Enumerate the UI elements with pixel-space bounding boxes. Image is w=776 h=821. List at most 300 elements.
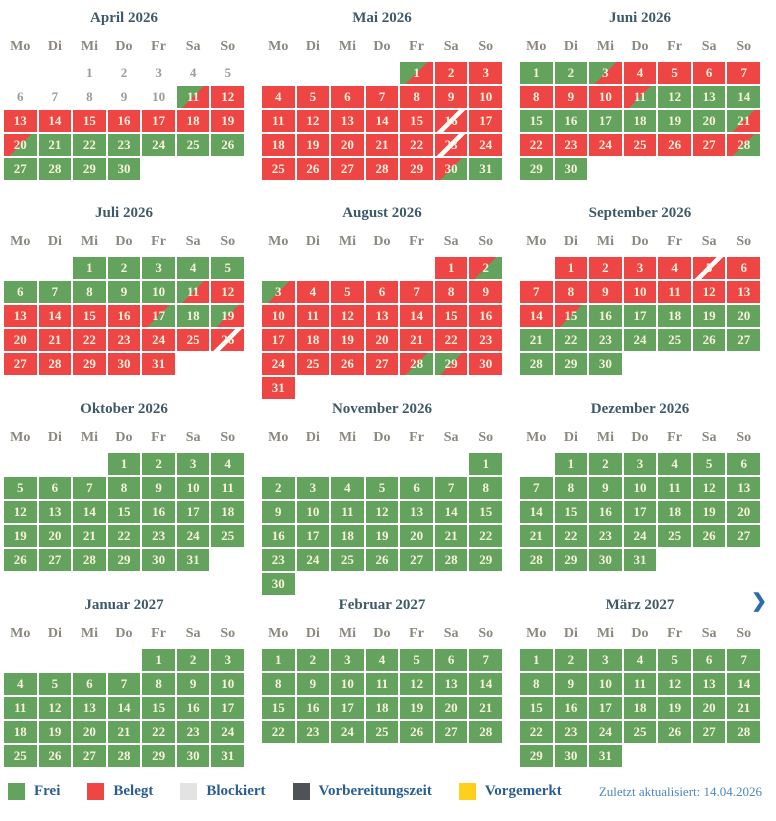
day-cell-juli-2026-17: 17 <box>142 305 175 327</box>
day-cell-dezember-2026-13: 13 <box>727 477 760 499</box>
day-cell-februar-2027-23: 23 <box>297 721 330 743</box>
weekday-header-row <box>262 626 502 642</box>
day-cell-januar-2027-12: 12 <box>39 697 72 719</box>
day-cell-august-2026-30: 30 <box>469 353 502 375</box>
day-cell-november-2026-21: 21 <box>435 525 468 547</box>
day-cell-maerz-2027-31: 31 <box>589 745 622 767</box>
day-cell-april-2026-27: 27 <box>4 158 37 180</box>
month-april-2026 <box>4 8 244 180</box>
day-cell-maerz-2027-23: 23 <box>555 721 588 743</box>
day-cell-dezember-2026-9: 9 <box>589 477 622 499</box>
weekday-label: Fr <box>667 234 682 249</box>
day-cell-juli-2026-10: 10 <box>142 281 175 303</box>
day-cell-oktober-2026-11: 11 <box>211 477 244 499</box>
day-cell-juli-2026-2: 2 <box>108 257 141 279</box>
days-grid <box>4 257 244 375</box>
day-cell-juni-2026-6: 6 <box>693 62 726 84</box>
day-cell-november-2026-10: 10 <box>297 501 330 523</box>
day-cell-mai-2026-10: 10 <box>469 86 502 108</box>
weekday-label: Do <box>631 39 649 54</box>
day-cell-juni-2026-10: 10 <box>589 86 622 108</box>
weekday-header-row <box>4 39 244 55</box>
day-cell-januar-2027-5: 5 <box>39 673 72 695</box>
day-cell-november-2026-14: 14 <box>435 501 468 523</box>
day-cell-maerz-2027-1: 1 <box>520 649 553 671</box>
day-cell-april-2026-15: 15 <box>73 110 106 132</box>
day-cell-juni-2026-8: 8 <box>520 86 553 108</box>
day-cell-maerz-2027-9: 9 <box>555 673 588 695</box>
day-cell-august-2026-22: 22 <box>435 329 468 351</box>
legend <box>8 783 562 800</box>
days-grid <box>4 453 244 571</box>
day-cell-maerz-2027-26: 26 <box>658 721 691 743</box>
weekday-label: Di <box>305 234 320 249</box>
day-cell-september-2026-20: 20 <box>727 305 760 327</box>
day-cell-april-2026-4: 4 <box>189 65 197 80</box>
days-grid <box>262 257 502 399</box>
day-cell-juni-2026-29: 29 <box>520 158 553 180</box>
day-cell-august-2026-1: 1 <box>435 257 468 279</box>
day-cell-november-2026-25: 25 <box>331 549 364 571</box>
day-cell-maerz-2027-17: 17 <box>589 697 622 719</box>
legend-label: Belegt <box>113 783 154 799</box>
weekday-label: Mo <box>268 39 289 54</box>
day-cell-februar-2027-11: 11 <box>366 673 399 695</box>
day-cell-mai-2026-31: 31 <box>469 158 502 180</box>
day-cell-juli-2026-8: 8 <box>73 281 106 303</box>
day-cell-mai-2026-4: 4 <box>262 86 295 108</box>
day-cell-juni-2026-23: 23 <box>555 134 588 156</box>
day-cell-mai-2026-28: 28 <box>366 158 399 180</box>
day-cell-februar-2027-22: 22 <box>262 721 295 743</box>
day-cell-maerz-2027-8: 8 <box>520 673 553 695</box>
day-cell-november-2026-19: 19 <box>366 525 399 547</box>
day-cell-dezember-2026-12: 12 <box>693 477 726 499</box>
day-cell-januar-2027-10: 10 <box>211 673 244 695</box>
day-cell-november-2026-9: 9 <box>262 501 295 523</box>
day-cell-november-2026-12: 12 <box>366 501 399 523</box>
day-cell-maerz-2027-21: 21 <box>727 697 760 719</box>
day-cell-november-2026-3: 3 <box>297 477 330 499</box>
day-cell-juli-2026-20: 20 <box>4 329 37 351</box>
day-cell-august-2026-31: 31 <box>262 377 295 399</box>
day-cell-juni-2026-11: 11 <box>624 86 657 108</box>
day-cell-november-2026-16: 16 <box>262 525 295 547</box>
weekday-label: Sa <box>443 234 459 249</box>
day-cell-juni-2026-27: 27 <box>693 134 726 156</box>
day-cell-april-2026-22: 22 <box>73 134 106 156</box>
day-cell-maerz-2027-24: 24 <box>589 721 622 743</box>
day-cell-november-2026-26: 26 <box>366 549 399 571</box>
day-cell-februar-2027-2: 2 <box>297 649 330 671</box>
day-cell-februar-2027-25: 25 <box>366 721 399 743</box>
day-cell-juli-2026-24: 24 <box>142 329 175 351</box>
day-cell-februar-2027-21: 21 <box>469 697 502 719</box>
day-cell-mai-2026-13: 13 <box>331 110 364 132</box>
weekday-label: Sa <box>185 430 201 445</box>
day-cell-juni-2026-14: 14 <box>727 86 760 108</box>
day-cell-dezember-2026-31: 31 <box>624 549 657 571</box>
day-cell-april-2026-6: 6 <box>17 89 24 104</box>
weekday-header-row <box>520 234 760 250</box>
weekday-label: So <box>220 430 236 445</box>
day-cell-november-2026-6: 6 <box>400 477 433 499</box>
day-cell-januar-2027-13: 13 <box>73 697 106 719</box>
weekday-label: Do <box>373 430 391 445</box>
day-cell-april-2026-14: 14 <box>39 110 72 132</box>
day-cell-mai-2026-29: 29 <box>400 158 433 180</box>
weekday-label: Sa <box>185 626 201 641</box>
day-cell-mai-2026-7: 7 <box>366 86 399 108</box>
day-cell-mai-2026-3: 3 <box>469 62 502 84</box>
day-cell-januar-2027-29: 29 <box>142 745 175 767</box>
day-cell-juli-2026-16: 16 <box>108 305 141 327</box>
day-cell-mai-2026-9: 9 <box>435 86 468 108</box>
weekday-label: Sa <box>701 234 717 249</box>
day-cell-juli-2026-11: 11 <box>177 281 210 303</box>
weekday-label: Mo <box>526 430 547 445</box>
day-cell-juli-2026-25: 25 <box>177 329 210 351</box>
day-cell-maerz-2027-25: 25 <box>624 721 657 743</box>
day-cell-september-2026-14: 14 <box>520 305 553 327</box>
day-cell-mai-2026-5: 5 <box>297 86 330 108</box>
weekday-label: Fr <box>409 626 424 641</box>
day-cell-januar-2027-27: 27 <box>73 745 106 767</box>
day-cell-april-2026-12: 12 <box>211 86 244 108</box>
day-cell-april-2026-3: 3 <box>155 65 162 80</box>
day-cell-oktober-2026-8: 8 <box>108 477 141 499</box>
day-cell-juli-2026-27: 27 <box>4 353 37 375</box>
day-cell-september-2026-29: 29 <box>555 353 588 375</box>
day-cell-januar-2027-1: 1 <box>142 649 175 671</box>
day-cell-oktober-2026-10: 10 <box>177 477 210 499</box>
day-cell-juni-2026-3: 3 <box>589 62 622 84</box>
day-cell-juli-2026-22: 22 <box>73 329 106 351</box>
day-cell-dezember-2026-30: 30 <box>589 549 622 571</box>
day-cell-september-2026-21: 21 <box>520 329 553 351</box>
weekday-label: So <box>736 234 752 249</box>
weekday-label: Mi <box>338 430 356 445</box>
day-cell-september-2026-9: 9 <box>589 281 622 303</box>
legend-swatch-prep <box>293 783 310 800</box>
weekday-label: Fr <box>409 39 424 54</box>
day-cell-april-2026-16: 16 <box>108 110 141 132</box>
day-cell-dezember-2026-28: 28 <box>520 549 553 571</box>
day-cell-oktober-2026-18: 18 <box>211 501 244 523</box>
weekday-label: Di <box>563 430 578 445</box>
day-cell-maerz-2027-22: 22 <box>520 721 553 743</box>
day-cell-november-2026-20: 20 <box>400 525 433 547</box>
legend-label: Blockiert <box>206 783 266 799</box>
month-juli-2026 <box>4 203 244 375</box>
day-cell-mai-2026-17: 17 <box>469 110 502 132</box>
day-cell-mai-2026-14: 14 <box>366 110 399 132</box>
weekday-header-row <box>520 39 760 55</box>
day-cell-august-2026-15: 15 <box>435 305 468 327</box>
days-grid <box>520 649 760 767</box>
weekday-label: So <box>478 430 494 445</box>
day-cell-september-2026-13: 13 <box>727 281 760 303</box>
days-grid <box>262 649 502 743</box>
weekday-header-row <box>262 39 502 55</box>
day-cell-januar-2027-3: 3 <box>211 649 244 671</box>
day-cell-oktober-2026-16: 16 <box>142 501 175 523</box>
next-month-button[interactable]: ❯ <box>751 591 767 612</box>
day-cell-maerz-2027-2: 2 <box>555 649 588 671</box>
day-cell-april-2026-25: 25 <box>177 134 210 156</box>
weekday-label: Mi <box>596 626 614 641</box>
day-cell-februar-2027-17: 17 <box>331 697 364 719</box>
days-grid <box>520 62 760 180</box>
month-januar-2027 <box>4 595 244 767</box>
month-title: April 2026 <box>90 10 158 26</box>
footer-bar <box>8 783 762 800</box>
day-cell-september-2026-23: 23 <box>589 329 622 351</box>
day-cell-april-2026-5: 5 <box>224 65 231 80</box>
day-cell-april-2026-9: 9 <box>120 89 128 104</box>
day-cell-januar-2027-4: 4 <box>4 673 37 695</box>
day-cell-august-2026-8: 8 <box>435 281 468 303</box>
day-cell-maerz-2027-15: 15 <box>520 697 553 719</box>
month-title: Januar 2027 <box>84 597 164 613</box>
weekday-label: Sa <box>443 39 459 54</box>
day-cell-dezember-2026-20: 20 <box>727 501 760 523</box>
day-cell-september-2026-15: 15 <box>555 305 588 327</box>
day-cell-oktober-2026-23: 23 <box>142 525 175 547</box>
weekday-label: Mi <box>338 39 356 54</box>
day-cell-maerz-2027-28: 28 <box>727 721 760 743</box>
day-cell-august-2026-18: 18 <box>297 329 330 351</box>
day-cell-august-2026-4: 4 <box>297 281 330 303</box>
day-cell-juli-2026-12: 12 <box>211 281 244 303</box>
day-cell-september-2026-4: 4 <box>658 257 691 279</box>
month-title: Oktober 2026 <box>80 401 168 417</box>
weekday-label: So <box>478 39 494 54</box>
day-cell-februar-2027-6: 6 <box>435 649 468 671</box>
day-cell-mai-2026-21: 21 <box>366 134 399 156</box>
day-cell-april-2026-30: 30 <box>108 158 141 180</box>
day-cell-oktober-2026-3: 3 <box>177 453 210 475</box>
day-cell-juli-2026-9: 9 <box>108 281 141 303</box>
day-cell-september-2026-2: 2 <box>589 257 622 279</box>
weekday-label: Di <box>47 234 62 249</box>
day-cell-september-2026-22: 22 <box>555 329 588 351</box>
day-cell-januar-2027-26: 26 <box>39 745 72 767</box>
day-cell-januar-2027-22: 22 <box>142 721 175 743</box>
month-oktober-2026 <box>4 399 244 571</box>
day-cell-dezember-2026-22: 22 <box>555 525 588 547</box>
day-cell-august-2026-25: 25 <box>297 353 330 375</box>
legend-item-prep <box>293 783 432 800</box>
day-cell-dezember-2026-7: 7 <box>520 477 553 499</box>
weekday-label: Mo <box>526 39 547 54</box>
day-cell-januar-2027-31: 31 <box>211 745 244 767</box>
weekday-label: Di <box>47 39 62 54</box>
day-cell-juli-2026-26: 26 <box>211 329 244 351</box>
day-cell-mai-2026-30: 30 <box>435 158 468 180</box>
day-cell-juni-2026-13: 13 <box>693 86 726 108</box>
day-cell-september-2026-30: 30 <box>589 353 622 375</box>
day-cell-januar-2027-16: 16 <box>177 697 210 719</box>
day-cell-april-2026-28: 28 <box>39 158 72 180</box>
day-cell-juni-2026-17: 17 <box>589 110 622 132</box>
weekday-label: Di <box>305 430 320 445</box>
day-cell-oktober-2026-29: 29 <box>108 549 141 571</box>
day-cell-april-2026-8: 8 <box>86 89 93 104</box>
day-cell-februar-2027-12: 12 <box>400 673 433 695</box>
day-cell-oktober-2026-31: 31 <box>177 549 210 571</box>
day-cell-maerz-2027-18: 18 <box>624 697 657 719</box>
day-cell-oktober-2026-5: 5 <box>4 477 37 499</box>
weekday-label: Mo <box>10 626 31 641</box>
day-cell-juli-2026-15: 15 <box>73 305 106 327</box>
month-title: Mai 2026 <box>352 10 412 26</box>
day-cell-september-2026-18: 18 <box>658 305 691 327</box>
day-cell-januar-2027-15: 15 <box>142 697 175 719</box>
day-cell-september-2026-19: 19 <box>693 305 726 327</box>
month-august-2026 <box>262 203 502 399</box>
day-cell-februar-2027-5: 5 <box>400 649 433 671</box>
day-cell-januar-2027-21: 21 <box>108 721 141 743</box>
day-cell-mai-2026-6: 6 <box>331 86 364 108</box>
weekday-label: Mi <box>80 430 98 445</box>
weekday-header-row <box>262 234 502 250</box>
day-cell-juni-2026-21: 21 <box>727 110 760 132</box>
day-cell-august-2026-24: 24 <box>262 353 295 375</box>
day-cell-oktober-2026-13: 13 <box>39 501 72 523</box>
day-cell-dezember-2026-27: 27 <box>727 525 760 547</box>
day-cell-oktober-2026-19: 19 <box>4 525 37 547</box>
weekday-label: Do <box>115 39 133 54</box>
day-cell-januar-2027-19: 19 <box>39 721 72 743</box>
day-cell-juni-2026-2: 2 <box>555 62 588 84</box>
weekday-label: Di <box>47 430 62 445</box>
day-cell-dezember-2026-8: 8 <box>555 477 588 499</box>
day-cell-dezember-2026-16: 16 <box>589 501 622 523</box>
day-cell-oktober-2026-17: 17 <box>177 501 210 523</box>
day-cell-november-2026-29: 29 <box>469 549 502 571</box>
weekday-label: Do <box>631 430 649 445</box>
day-cell-maerz-2027-29: 29 <box>520 745 553 767</box>
day-cell-mai-2026-16: 16 <box>435 110 468 132</box>
day-cell-juni-2026-4: 4 <box>624 62 657 84</box>
day-cell-juni-2026-28: 28 <box>727 134 760 156</box>
day-cell-dezember-2026-15: 15 <box>555 501 588 523</box>
weekday-label: Fr <box>667 430 682 445</box>
month-title: Dezember 2026 <box>590 401 690 417</box>
day-cell-januar-2027-23: 23 <box>177 721 210 743</box>
day-cell-april-2026-2: 2 <box>120 65 128 80</box>
day-cell-oktober-2026-2: 2 <box>142 453 175 475</box>
weekday-header-row <box>262 430 502 446</box>
weekday-label: Do <box>373 39 391 54</box>
day-cell-juli-2026-30: 30 <box>108 353 141 375</box>
day-cell-maerz-2027-14: 14 <box>727 673 760 695</box>
day-cell-november-2026-17: 17 <box>297 525 330 547</box>
day-cell-september-2026-26: 26 <box>693 329 726 351</box>
day-cell-februar-2027-16: 16 <box>297 697 330 719</box>
day-cell-juni-2026-7: 7 <box>727 62 760 84</box>
month-maerz-2027 <box>520 595 760 767</box>
day-cell-april-2026-19: 19 <box>211 110 244 132</box>
day-cell-november-2026-8: 8 <box>469 477 502 499</box>
day-cell-februar-2027-3: 3 <box>331 649 364 671</box>
weekday-label: Di <box>305 39 320 54</box>
weekday-label: Mi <box>596 39 614 54</box>
weekday-label: Mo <box>10 430 31 445</box>
day-cell-dezember-2026-1: 1 <box>555 453 588 475</box>
day-cell-januar-2027-11: 11 <box>4 697 37 719</box>
weekday-label: Mo <box>10 39 31 54</box>
weekday-label: Di <box>305 626 320 641</box>
day-cell-februar-2027-18: 18 <box>366 697 399 719</box>
day-cell-mai-2026-23: 23 <box>435 134 468 156</box>
day-cell-juni-2026-19: 19 <box>658 110 691 132</box>
day-cell-oktober-2026-26: 26 <box>4 549 37 571</box>
weekday-header-row <box>4 234 244 250</box>
day-cell-november-2026-30: 30 <box>262 573 295 595</box>
weekday-label: Do <box>115 234 133 249</box>
legend-item-noted <box>459 783 562 800</box>
legend-label: Vorbereitungszeit <box>318 783 432 799</box>
day-cell-februar-2027-15: 15 <box>262 697 295 719</box>
day-cell-mai-2026-22: 22 <box>400 134 433 156</box>
day-cell-april-2026-26: 26 <box>211 134 244 156</box>
day-cell-juni-2026-1: 1 <box>520 62 553 84</box>
weekday-label: Sa <box>185 39 201 54</box>
day-cell-juli-2026-29: 29 <box>73 353 106 375</box>
day-cell-oktober-2026-21: 21 <box>73 525 106 547</box>
day-cell-dezember-2026-21: 21 <box>520 525 553 547</box>
weekday-label: Di <box>563 626 578 641</box>
day-cell-mai-2026-12: 12 <box>297 110 330 132</box>
day-cell-januar-2027-14: 14 <box>108 697 141 719</box>
month-title: März 2027 <box>605 597 675 613</box>
day-cell-juni-2026-30: 30 <box>555 158 588 180</box>
day-cell-maerz-2027-6: 6 <box>693 649 726 671</box>
day-cell-februar-2027-1: 1 <box>262 649 295 671</box>
weekday-label: Mo <box>526 626 547 641</box>
day-cell-oktober-2026-4: 4 <box>211 453 244 475</box>
day-cell-juli-2026-18: 18 <box>177 305 210 327</box>
month-title: August 2026 <box>342 205 422 221</box>
day-cell-mai-2026-20: 20 <box>331 134 364 156</box>
day-cell-juni-2026-15: 15 <box>520 110 553 132</box>
day-cell-oktober-2026-14: 14 <box>73 501 106 523</box>
day-cell-september-2026-1: 1 <box>555 257 588 279</box>
weekday-label: Mi <box>596 234 614 249</box>
day-cell-november-2026-5: 5 <box>366 477 399 499</box>
day-cell-mai-2026-18: 18 <box>262 134 295 156</box>
weekday-label: Mi <box>338 626 356 641</box>
day-cell-maerz-2027-7: 7 <box>727 649 760 671</box>
day-cell-mai-2026-2: 2 <box>435 62 468 84</box>
day-cell-juli-2026-3: 3 <box>142 257 175 279</box>
day-cell-juni-2026-12: 12 <box>658 86 691 108</box>
day-cell-dezember-2026-23: 23 <box>589 525 622 547</box>
day-cell-juni-2026-18: 18 <box>624 110 657 132</box>
last-updated-text: Zuletzt aktualisiert: 14.04.2026 <box>598 783 762 799</box>
weekday-label: Do <box>373 626 391 641</box>
weekday-header-row <box>4 626 244 642</box>
weekday-label: So <box>478 234 494 249</box>
day-cell-maerz-2027-30: 30 <box>555 745 588 767</box>
day-cell-august-2026-13: 13 <box>366 305 399 327</box>
day-cell-februar-2027-9: 9 <box>297 673 330 695</box>
day-cell-mai-2026-15: 15 <box>400 110 433 132</box>
weekday-label: So <box>736 39 752 54</box>
day-cell-november-2026-2: 2 <box>262 477 295 499</box>
